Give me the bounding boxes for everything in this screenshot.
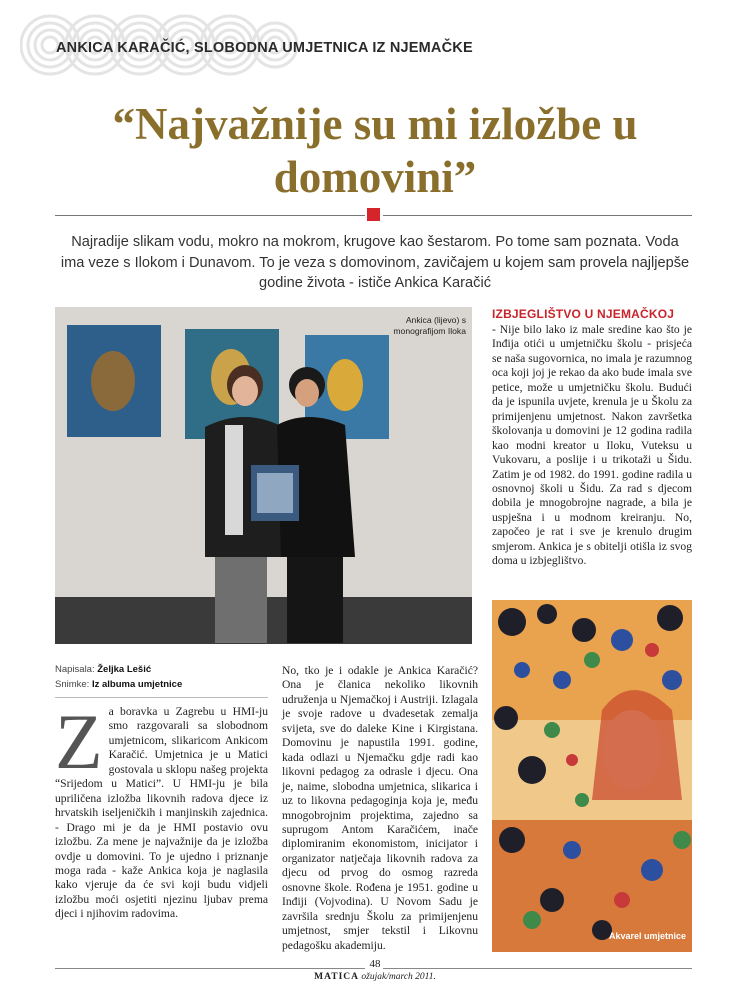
article-credits [55,663,255,692]
author-label: Napisala: [55,664,95,675]
footer-masthead [255,972,495,982]
section-subhead: IZBJEGLIŠTVO U NJEMAČKOJ [492,307,675,321]
photo-credit-label: Snimke: [55,678,90,690]
page-number: 48 [369,958,381,970]
footer-divider-right [383,968,692,969]
kicker-title: ANKICA KARAČIĆ, SLOBODNA UMJETNICA IZ NJEMAČKE [56,40,473,56]
article-lead: Najradije slikam vodu, mokro na mokrom, krugove kao šestarom. Po tome sam poznata. Voda ima veze s Ilokom i Dunavom. To je veza s domovinom, zavičajem u kojem sam provela najljepše godine života - ističe Ankica Karačić [60,234,690,291]
footer-divider-left [55,968,365,969]
article-column-3 [492,323,692,569]
headline-divider-left [55,215,365,216]
article-headline: “Najvažnije su mi izložbe u domovini” [112,99,638,202]
column-1-text: a boravka u Zagrebu u HMI-ju smo razgovarali sa slobodnom umjetnicom, slikaricom Ankicom Karačić. Umjetnica je u Matici gostovala u sklopu našeg projekta “Srijedom u Matici”. U HMI-ju je bila upriličena izložba likovnih radova djece iz hrvatskih iseljeničkih i manjinskih zajednica. - Drago mi je da je HMI postavio ovu izložbu. Za mene je najvažnije da je izložba ovdje u domovini. To je ujedno i priznanje moga rada - kaže Ankica koja je naglasila kako vjeruje da će svi koji budu vidjeli izložbu moći osjetiti njezinu ljubav prema djeci i njihovim radovima. [55,705,268,921]
exhibition-photo-icon [55,307,472,644]
painting-photo [492,600,692,952]
article-column-1 [55,698,268,922]
main-photo [55,307,472,644]
photo-caption: Ankica (lijevo) s monografijom Iloka [393,315,466,336]
dropcap-letter: Z [55,698,103,785]
article-column-2 [282,664,478,953]
divider-square-icon [367,208,380,221]
painting-caption: Akvarel umjetnice [608,931,686,941]
column-2-text: No, tko je i odakle je Ankica Karačić? Ona je članica nekoliko likovnih udruženja u Njemačkoj i Austriji. Izlagala je svoje radove u dvadesetak zemalja svijeta, sve do daleke Kine i Kirgistana. Domovinu je napustila 1991. godine, kada odlazi u Njemačku gdje radi kao likovni pedagog za odrasle i djecu. Ona je, naime, slobodna umjetnica, slikarica i uz to likovna pedagoginja koja je, među mnogobrojnim projektima, zajedno sa suprugom Antom Karačićem, inače diplomiranim ekonomistom, inicijator i organizator natječaja likovnih radova za djecu od prvog do osmog razreda osnovne škole. Rođena je 1951. godine u Inđiji (Vojvodina). U Novom Sadu je završila srednju Školu za primijenjenu umjetnost, smjer tekstil i Likovnu pedagošku akademiju. [282,664,478,952]
column-3-text: - Nije bilo lako iz male sredine kao što je Inđija otići u umjetničku školu - prisjeća se naša sugovornica, no imala je razumnog oca koji joj je rekao da ako bude imala sve petice, može u umjetničku školu. Budući da je ispunila uvjete, krenula je u Školu za primijenjenu umjetnost. Nakon završetka školovanja u domovini je 12 godina radila kao modni kreator u Iloku, Vuteksu u Vukovaru, a poslije i u trikotaži u Šidu. Zatim je od 1982. do 1991. godine radila u osnovnoj školi u Šidu. Za rad s djecom dobila je mnogobrojne nagrade, a bila je uspješna i u modnom kreiranju. No, započeo je rat i sve je krenulo drugim smjerom. Ankica je s obitelji otišla iz svog doma u izbjeglištvo. [492,323,692,568]
photo-credit-source: Iz albuma umjetnice [91,678,183,690]
watercolor-painting-icon [492,600,692,952]
issue-date: ožujak/march 2011. [361,972,436,982]
author-name: Željka Lešić [97,664,152,675]
headline-divider-right [383,215,692,216]
magazine-name: MATICA [314,972,360,982]
